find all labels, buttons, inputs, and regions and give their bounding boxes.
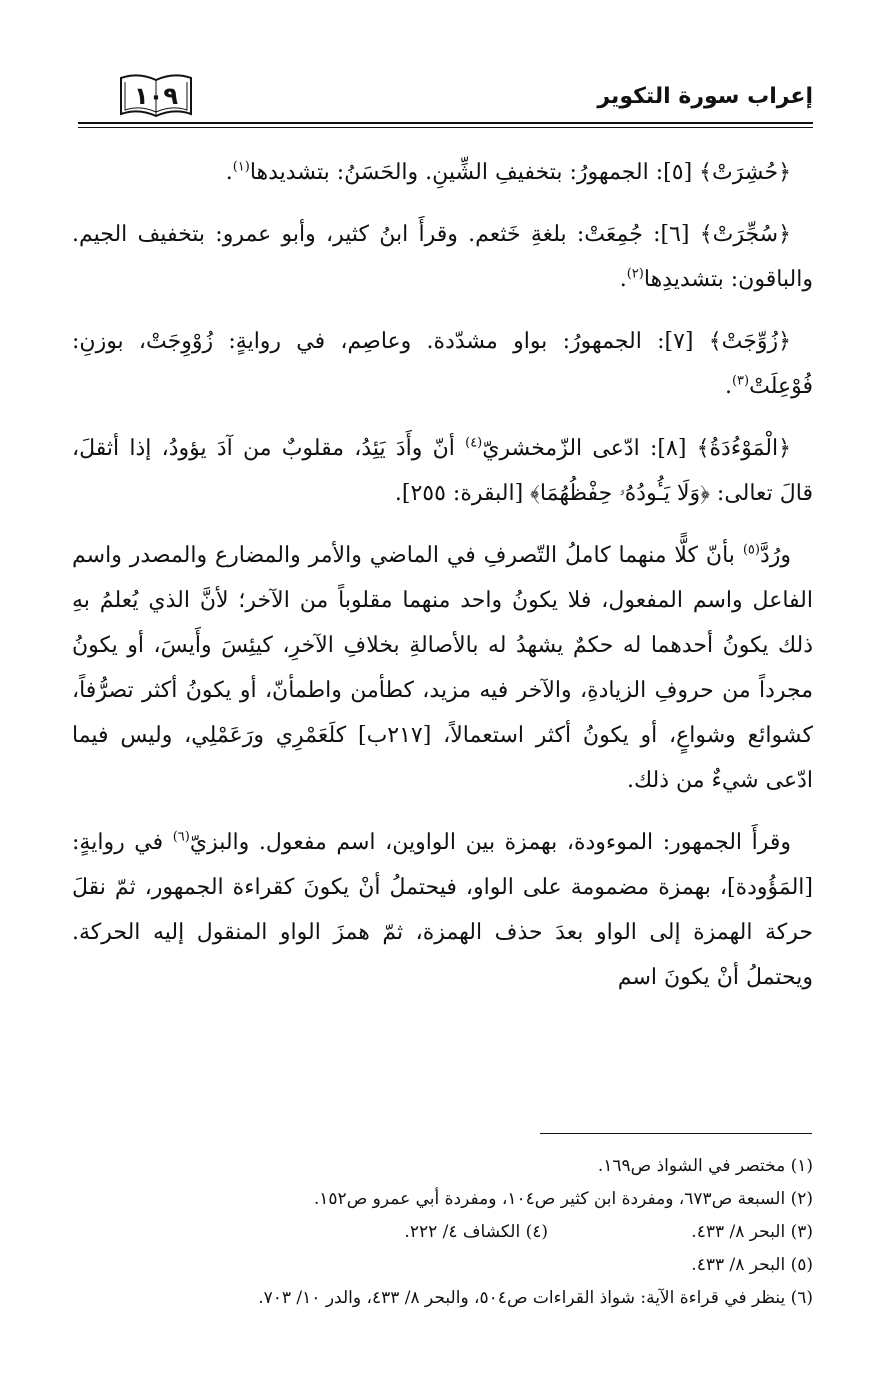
paragraph-6-text-a: وقرأَ الجمهور: الموءودة، بهمزة بين الواوين، اسم مفعول. والبزيّ [189,830,792,855]
paragraph-1-end: . [225,160,233,185]
paragraph-2-text: ﴿سُجِّرَتْ﴾ [٦]: جُمِعَتْ: بلغةِ خَثعم. وقرأَ ابنُ كثير، وأبو عمرو: بتخفيف الجيم. والباقون: بتشديدِها [72,222,813,292]
header-rule-thick [78,122,813,124]
footnote-separator [540,1133,812,1134]
paragraph-1 [72,150,813,195]
paragraph-6 [72,820,813,1000]
footnote-3: (٣) البحر ٨/ ٤٣٣. [691,1222,813,1242]
footnote-row-3-4 [90,1216,813,1249]
footnote-2: (٢) السبعة ص٦٧٣، ومفردة ابن كثير ص١٠٤، ومفردة أبي عمرو ص١٥٢. [313,1189,813,1209]
paragraph-4-text-a: ﴿الْمَوْءُدَةُ﴾ [٨]: ادّعى الزّمخشريّ [482,436,791,461]
footnote-ref-6: (٦) [172,829,190,845]
page-number-book-frame [118,70,194,122]
footnote-ref-4: (٤) [465,435,483,451]
footnote-ref-5: (٥) [742,542,760,558]
footnote-4: (٤) الكشاف ٤/ ٢٢٢. [404,1222,548,1242]
footnote-ref-2: (٢) [626,266,644,282]
header-rule-thin [78,127,813,128]
footnote-1: (١) مختصر في الشواذ ص١٦٩. [597,1156,813,1176]
paragraph-3-text: ﴿زُوِّجَتْ﴾ [٧]: الجمهورُ: بواو مشدّدة. وعاصِم، في روايةٍ: زُوْوِجَتْ، بوزنِ: فُوْعِلَتْ [72,329,813,399]
footnote-ref-3: (٣) [731,373,750,389]
paragraph-4-text-b: أنّ وأَدَ يَئِدُ، مقلوبٌ من آدَ يؤودُ، إذا أثقلَ، قالَ تعالى: ﴿وَلَا يَـُٔودُهُۥ حِفْظُهُمَا﴾ [البقرة: ٢٥٥]. [72,436,813,506]
paragraph-5 [72,533,813,803]
footnote-6: (٦) ينظر في قراءة الآية: شواذ القراءات ص٥٠٤، والبحر ٨/ ٤٣٣، والدر ١٠/ ٧٠٣. [258,1288,813,1308]
paragraph-5-text-b: بأنّ كلًّا منهما كاملُ التّصرفِ في الماضي والأمر والمضارع والمصدر واسم الفاعل واسم المفعول، فلا يكونُ واحد منهما مقلوباً من الآخر؛ لأنَّ الذي يُعلمُ بهِ ذلك يكونُ أحدهما له حكمٌ يشهدُ له بالأصالةِ بخلافِ الآخرِ، كيئِسَ وأَيسَ، أو يكونُ مجرداً من حروفِ الزيادةِ، والآخر فيه مزيد، كطأمن واطمأنّ، أو يكونُ أكثر تصرُّفاً، كشوائع وشواعٍ، أو يكونُ أكثر استعمالاً، [٢١٧ب] كلَعَمْرِي ورَعَمْلِي، وليس فيما ادّعى شيءٌ من ذلك. [72,543,813,793]
paragraph-3 [72,319,813,409]
paragraph-6-text-b: في روايةٍ: [المَؤُودة]، بهمزة مضمومة على الواو، فيحتملُ أنْ يكونَ كقراءة الجمهور، ثمّ نقلَ حركة الهمزة إلى الواو بعدَ حذف الهمزة، ثمّ همزَ الواو المنقول إليه الحركة. ويحتملُ أنْ يكونَ اسم [72,830,814,990]
paragraph-2 [72,212,813,302]
paragraph-2-end: . [619,267,627,292]
paragraph-5-text-a: ورُدَّ [759,543,791,568]
paragraph-1-text: ﴿حُشِرَتْ﴾ [٥]: الجمهورُ: بتخفيفِ الشِّينِ. والحَسَنُ: بتشديدها [249,160,791,185]
main-text [72,150,813,1017]
footnote-5: (٥) البحر ٨/ ٤٣٣. [691,1255,813,1275]
paragraph-4 [72,426,813,516]
paragraph-3-end: . [724,374,732,399]
footnotes [90,1150,813,1315]
footnote-ref-1: (١) [232,159,250,175]
page-number: ١٠٩ [134,82,178,110]
running-header-title: إعراب سورة التكوير [597,84,813,109]
